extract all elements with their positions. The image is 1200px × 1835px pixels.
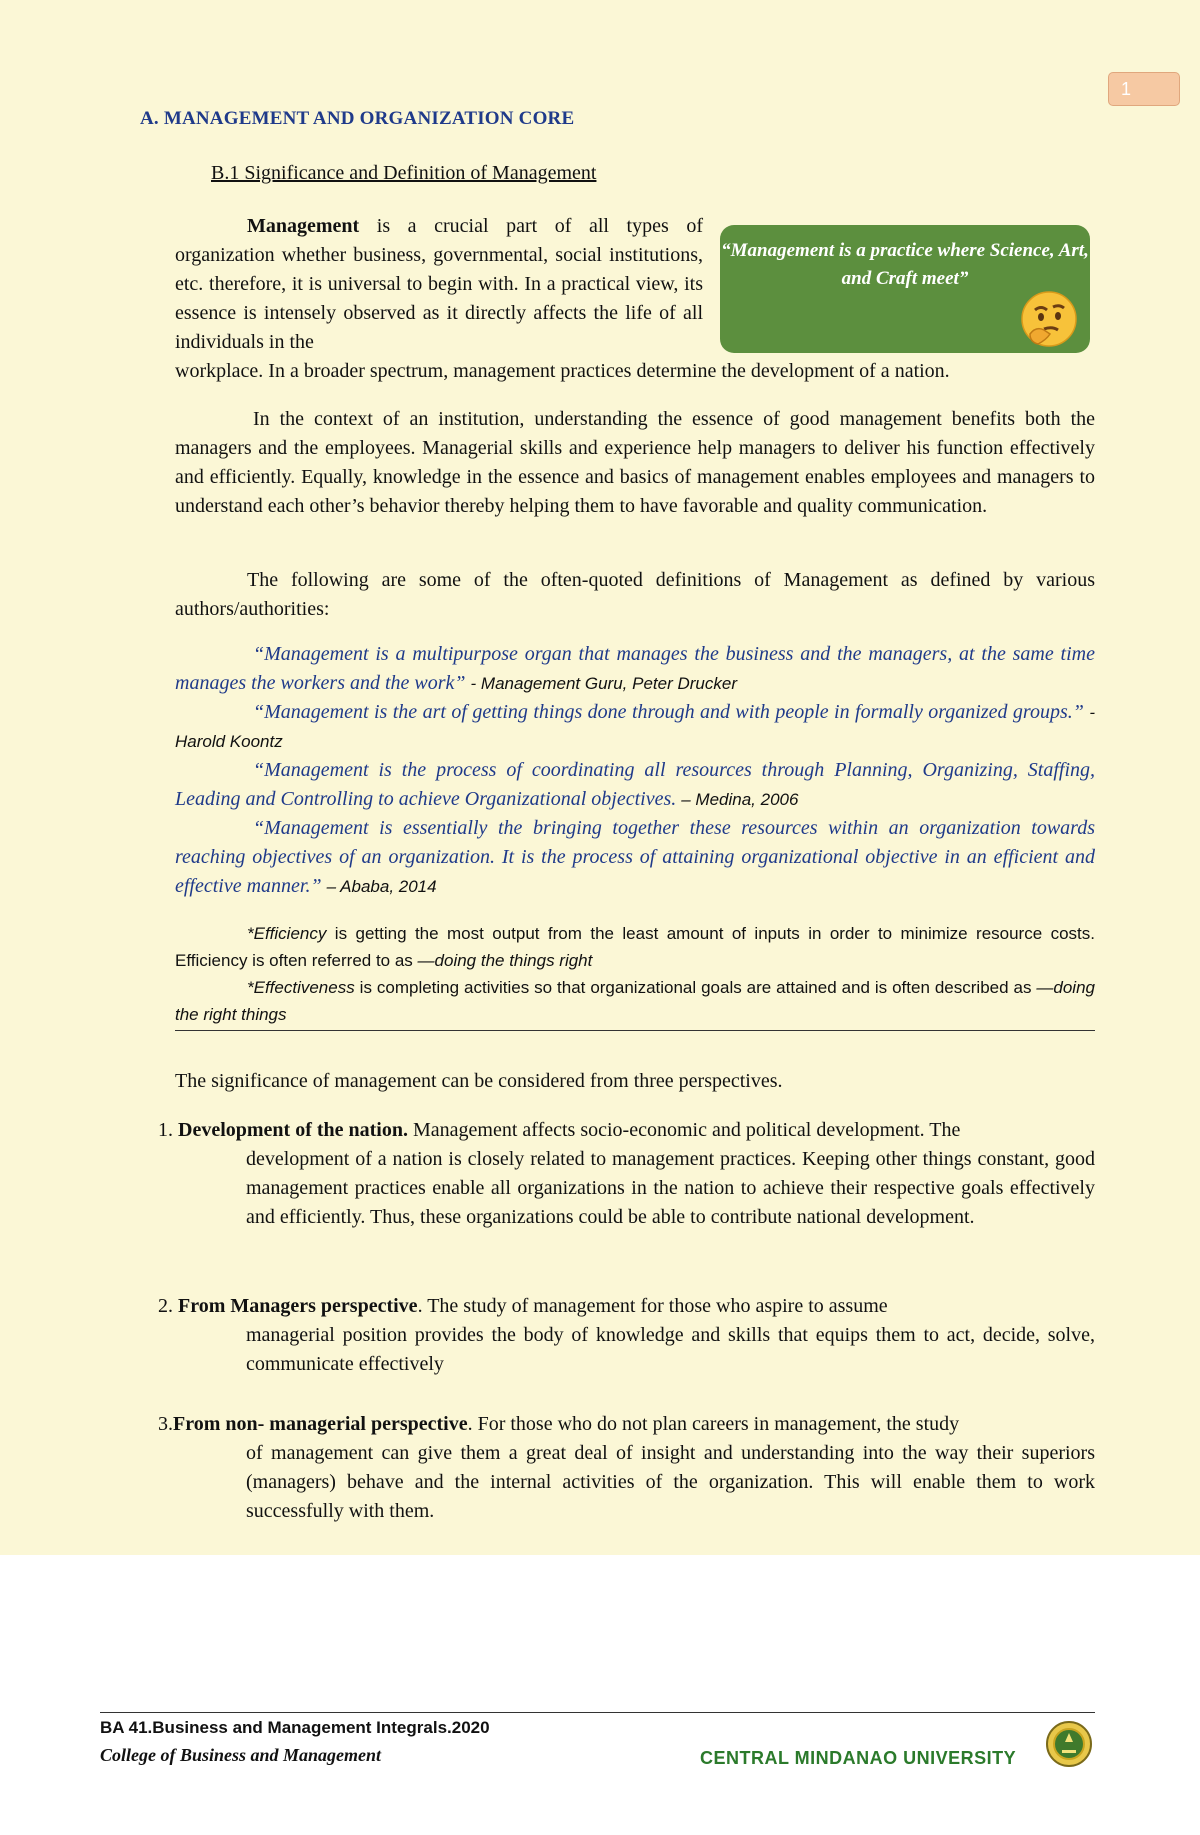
management-term: Management (247, 215, 360, 237)
list-item-title: From non- managerial perspective (173, 1413, 468, 1435)
thinking-face-icon (1020, 290, 1078, 348)
intro-paragraph (175, 212, 703, 357)
footer-divider (100, 1712, 1095, 1713)
university-seal-icon (1045, 1720, 1093, 1768)
efficiency-note: *Efficiency is getting the most output from the least amount of inputs in order to minimize resource costs. Efficiency is often referred to as —doing the things right (175, 924, 1095, 970)
definition-quote: “Management is the process of coordinating all resources through Planning, Organizing, Staffing, Leading and Controlling to achieve Organizational objectives. – Medina, 2006 (175, 759, 1095, 810)
quote-author: – Ababa, 2014 (326, 877, 437, 896)
footer-college: College of Business and Management (100, 1745, 382, 1765)
footer-course: BA 41.Business and Management Integrals.2020 (100, 1718, 490, 1737)
intro-paragraph-tail: workplace. In a broader spectrum, management practices determine the development of a nation. (175, 360, 950, 382)
effectiveness-note: *Effectiveness is completing activities so that organizational goals are attained and is often described as —doing the right things (175, 978, 1095, 1024)
subsection-heading: B.1 Significance and Definition of Management (211, 162, 597, 184)
quote-author: - Harold Koontz (175, 703, 1095, 751)
callout-quote: “Management is a practice where Science, Art, and Craft meet” (721, 240, 1089, 289)
footer-university: CENTRAL MINDANAO UNIVERSITY (700, 1748, 1017, 1768)
efficiency-notes (175, 920, 1095, 1031)
list-item: 3.From non- managerial perspective. For those who do not plan careers in management, the study of management can give them a great deal of insight and understanding into the way their superiors (managers) behave and the internal activities of the organization. This will enable them to work successfully with them. (158, 1413, 1095, 1522)
list-item: 1. Development of the nation. Management affects socio-economic and political development. The development of a nation is closely related to management practices. Keeping other things constant, good management practices enable all organizations in the nation to achieve their respective goals effectively and efficiently. Thus, these organizations could be able to contribute national development. (158, 1119, 1095, 1228)
definition-quote: “Management is the art of getting things done through and with people in formally organized groups.” - Harold Koontz (175, 701, 1095, 751)
page-number: 1 (1108, 72, 1180, 106)
definition-quote: “Management is a multipurpose organ that manages the business and the managers, at the same time manages the workers and the work” - Management Guru, Peter Drucker (175, 643, 1095, 694)
definitions-list (175, 640, 1095, 901)
definition-quote: “Management is essentially the bringing together these resources within an organization towards reaching objectives of an organization. It is the process of attaining organizational objective in an efficient and effective manner.” – Ababa, 2014 (175, 817, 1095, 897)
context-paragraph: In the context of an institution, understanding the essence of good management benefits both the managers and the employees. Managerial skills and experience help managers to deliver his function effectively and efficiently. Equally, knowledge in the essence and basics of management enables employees and managers to understand each other’s behavior thereby helping them to have favorable and quality communication. (175, 408, 1095, 517)
intro-text: is a crucial part of all types of organization whether business, governmental, social institutions, etc. therefore, it is universal to begin with. In a practical view, its essence is intensely observed as it directly affects the life of all individuals in the (175, 215, 703, 353)
quote-author: - Management Guru, Peter Drucker (470, 674, 737, 693)
quote-author: – Medina, 2006 (681, 790, 799, 809)
list-item: 2. From Managers perspective. The study of management for those who aspire to assume managerial position provides the body of knowledge and skills that equips them to act, decide, solve, communicate effectively (158, 1295, 1095, 1375)
section-heading: A. MANAGEMENT AND ORGANIZATION CORE (140, 108, 575, 129)
list-item-title: Development of the nation. (178, 1119, 408, 1141)
list-item-title: From Managers perspective (178, 1295, 418, 1317)
definitions-intro: The following are some of the often-quoted definitions of Management as defined by various authors/authorities: (175, 569, 1095, 620)
significance-intro: The significance of management can be considered from three perspectives. (175, 1070, 783, 1092)
